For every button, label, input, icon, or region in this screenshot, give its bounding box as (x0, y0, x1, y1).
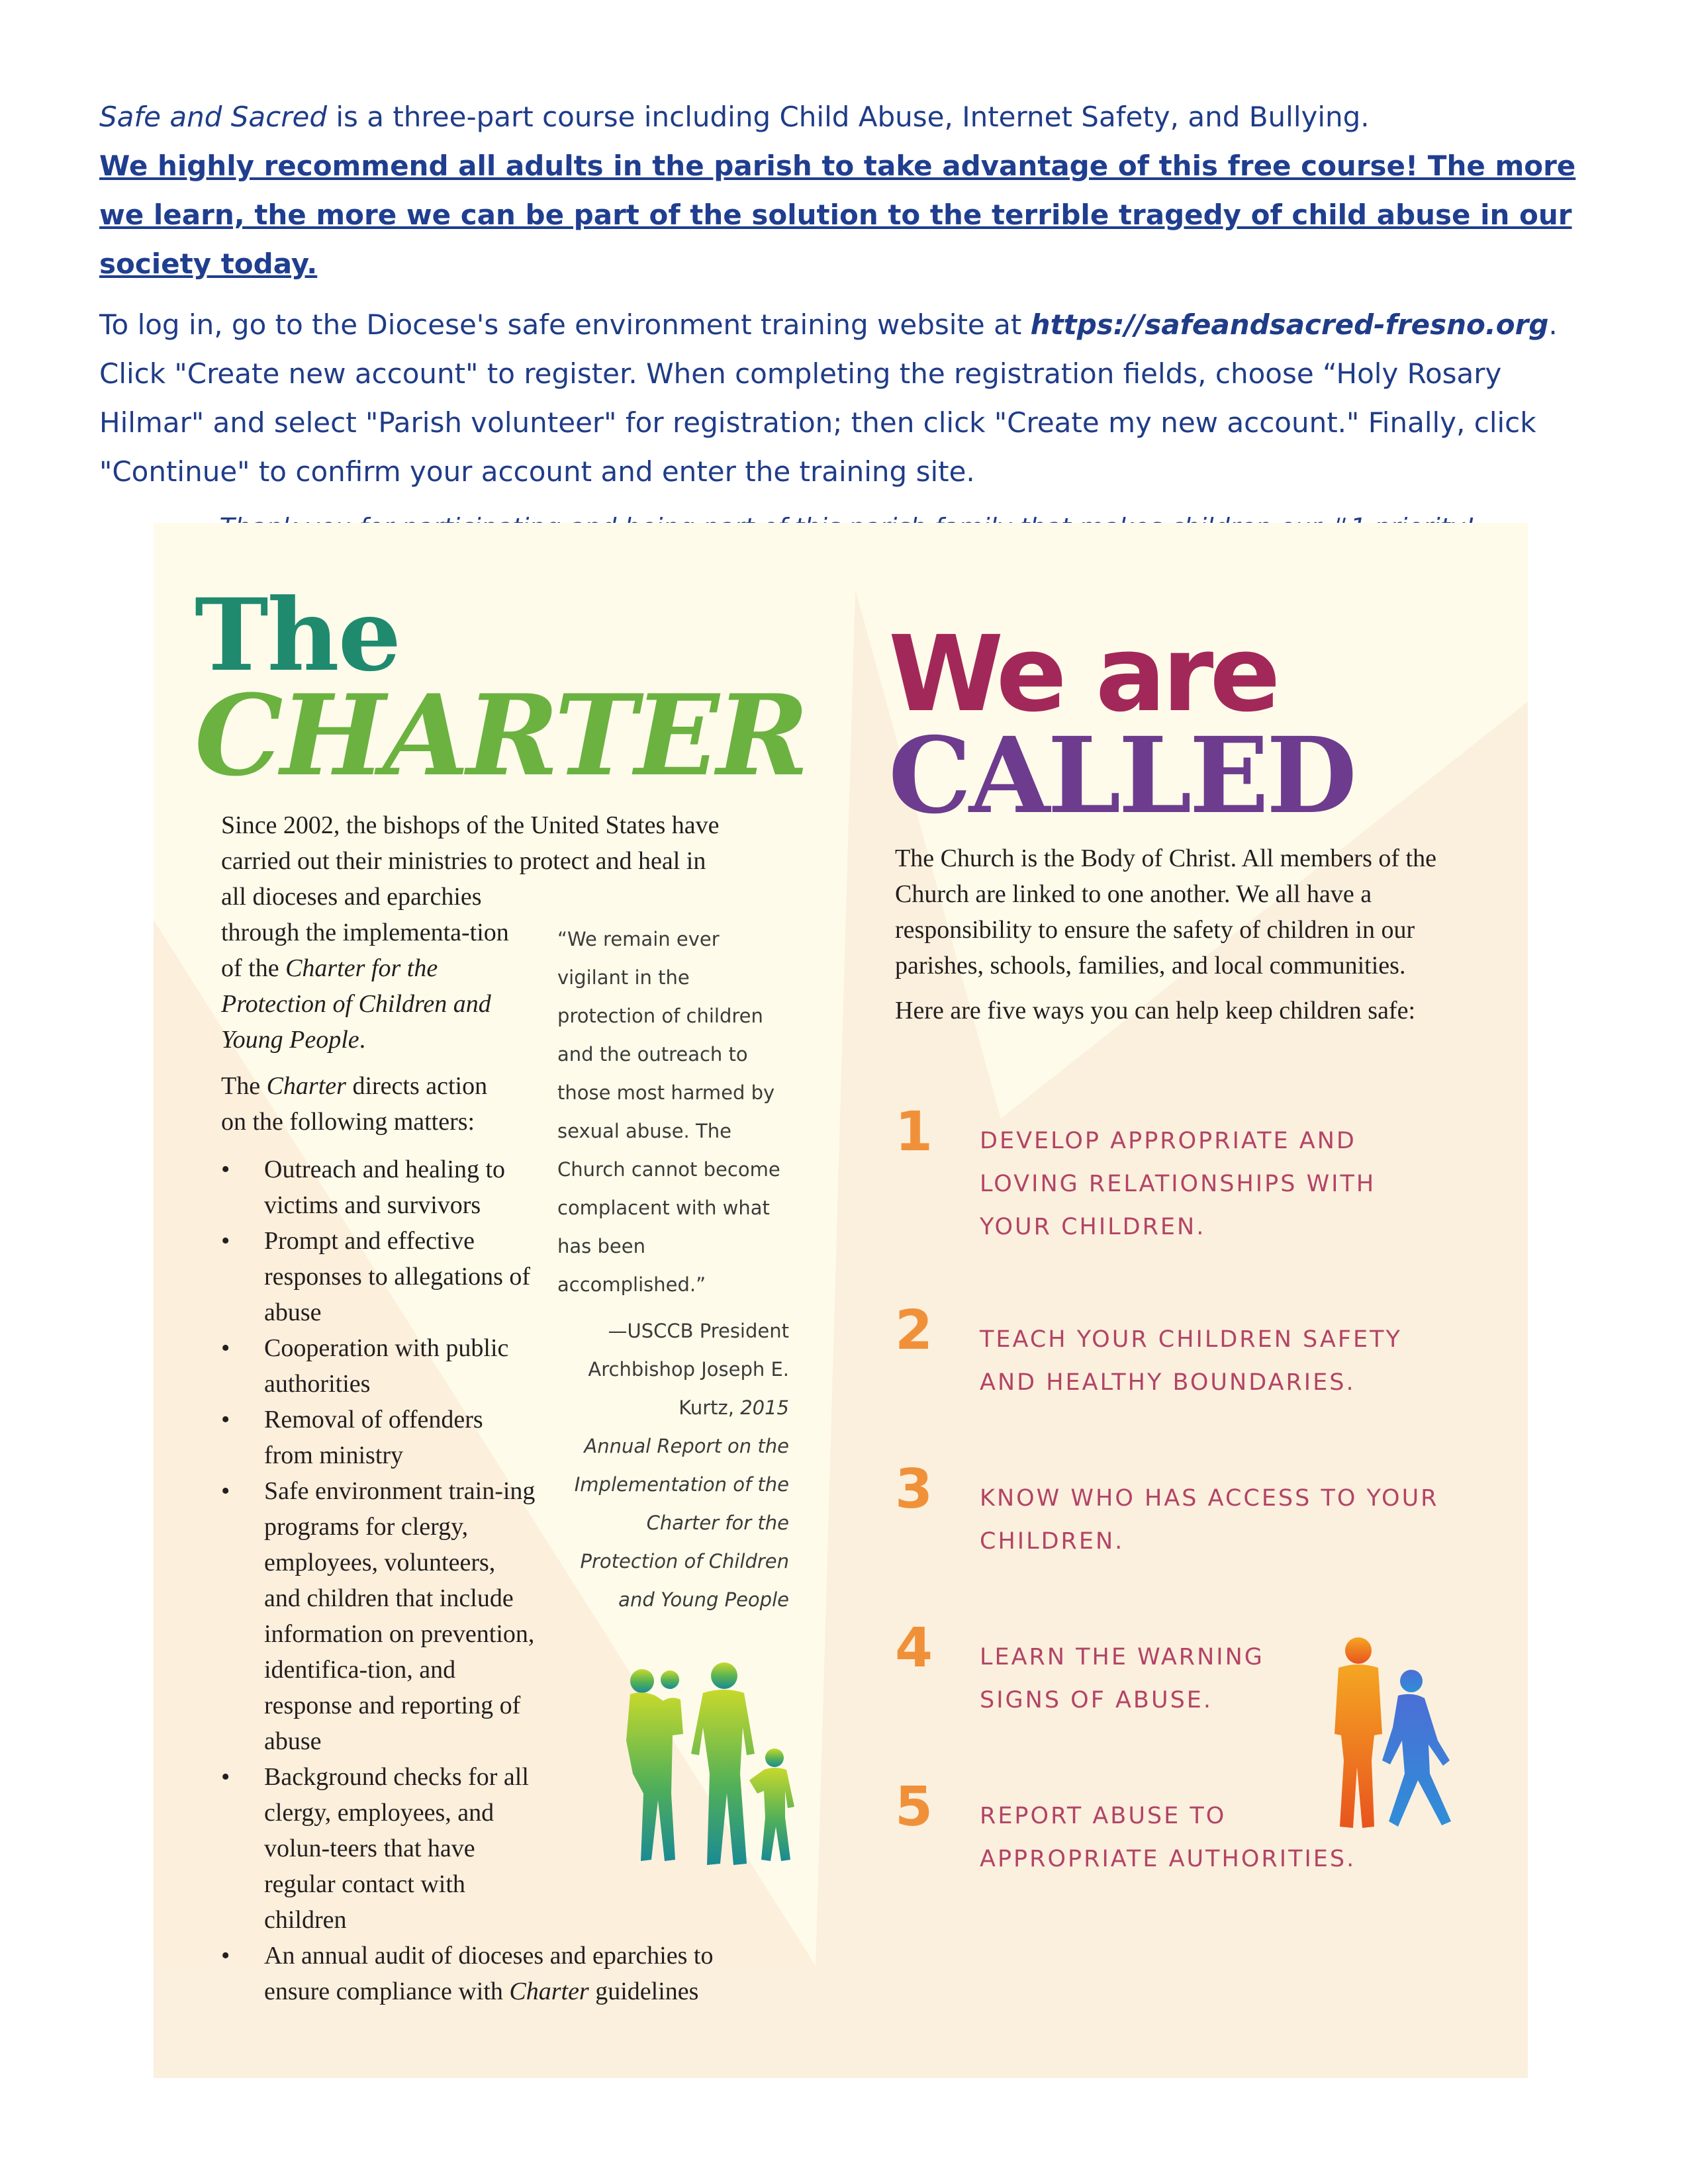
called-text (895, 841, 1464, 1038)
charter-full-title: Charter for the Protection of Children and Young People (221, 954, 491, 1054)
login-instructions (99, 300, 1595, 349)
directs-text-c: directs action on the following matters: (221, 1072, 488, 1136)
adult-child-walking-icon (1319, 1635, 1471, 1840)
charter-directs (221, 1068, 512, 1140)
period: . (359, 1026, 366, 1054)
way-number: 2 (895, 1299, 933, 1362)
implementation-text: all dioceses and eparchies through the implementa-tion of the (221, 883, 509, 982)
charter-implementation (221, 879, 512, 1058)
attribution-report: Annual Report on the Implementation of the Charter for the Protection of Children and Young People (574, 1435, 789, 1611)
quote-attribution (557, 1312, 789, 1619)
way-number: 5 (895, 1776, 933, 1839)
registration-instructions: Click "Create new account" to register. When completing the registration fields, choose “Holy Rosary Hilmar" and select "Parish volunteer" for registration; then click "Create my new account." Finally, click "Continue" to confirm your account and enter the training site. (99, 357, 1536, 488)
family-silhouette-icon (617, 1661, 809, 1873)
charter-narrow-text (221, 879, 512, 1150)
list-item: • Outreach and healing to victims and survivors (221, 1152, 536, 1223)
audit-text-c: guidelines (588, 1978, 699, 2005)
training-website-link[interactable]: https://safeandsacred-fresno.org (1030, 308, 1549, 341)
list-item: • Safe environment train-ing programs for clergy, employees, volunteers, and children that include information on prevention, identifica-tion, and response and reporting of abuse (221, 1473, 536, 1759)
way-number: 1 (895, 1101, 933, 1163)
way-text: KNOW WHO HAS ACCESS TO YOUR CHILDREN. (980, 1485, 1439, 1555)
directs-charter: Charter (266, 1072, 346, 1100)
charter-intro (221, 807, 764, 879)
way-text: TEACH YOUR CHILDREN SAFETY AND HEALTHY BOUNDARIES. (980, 1326, 1402, 1396)
heading-the: The (195, 577, 400, 694)
audit-charter: Charter (509, 1978, 589, 2005)
way-number: 4 (895, 1617, 933, 1680)
list-item: • Cooperation with public authorities (221, 1330, 536, 1402)
way-text: REPORT ABUSE TO APPROPRIATE AUTHORITIES. (980, 1803, 1356, 1872)
way-text: LEARN THE WARNING SIGNS OF ABUSE. (980, 1644, 1264, 1713)
list-item: • Removal of offenders from ministry (221, 1402, 536, 1473)
heading-charter: CHARTER (195, 670, 807, 801)
quote-text: “We remain ever vigilant in the protection of children and the outreach to those most harmed by sexual abuse. The Church cannot become complacent with what has been accomplished.” (557, 928, 780, 1296)
way-number: 3 (895, 1458, 933, 1521)
intro-section (99, 93, 1595, 552)
course-description-text: is a three-part course including Child Abuse, Internet Safety, and Bullying. (327, 101, 1370, 133)
charter-heading (195, 577, 807, 801)
way-text: DEVELOP APPROPRIATE AND LOVING RELATIONSHIPS WITH YOUR CHILDREN. (980, 1128, 1376, 1240)
attribution-name: —USCCB President Archbishop Joseph E. Kurtz, (588, 1320, 789, 1419)
attribution-year: 2015 (740, 1396, 789, 1419)
list-item (221, 1938, 774, 2009)
login-prefix: To log in, go to the Diocese's safe environment training website at (99, 308, 1031, 341)
called-heading (888, 614, 1354, 837)
recommendation-text: We highly recommend all adults in the parish to take advantage of this free course! The more we learn, the more we can be part of the solution to the terrible tragedy of child abuse in our society today. (99, 150, 1576, 280)
course-name: Safe and Sacred (99, 101, 327, 133)
heading-we-are: We are (888, 614, 1277, 735)
list-item: • Prompt and effective responses to allegations of abuse (221, 1223, 536, 1330)
heading-called: CALLED (888, 715, 1354, 837)
charter-intro-line: Since 2002, the bishops of the United States have carried out their ministries to protect and heal in (221, 811, 720, 875)
audit-text-a: An annual audit of dioceses and eparchies to ensure compliance with (264, 1942, 714, 2005)
charter-flyer (154, 523, 1528, 2078)
kurtz-quote (557, 920, 789, 1619)
list-item: • Background checks for all clergy, employees, and volun-teers that have regular contact with children (221, 1759, 536, 1938)
five-ways-intro: Here are five ways you can help keep children safe: (895, 997, 1416, 1024)
login-suffix: . (1548, 308, 1558, 341)
course-description (99, 93, 1595, 142)
body-of-christ-paragraph: The Church is the Body of Christ. All members of the Church are linked to one another. We all have a responsibility to ensure the safety of children in our parishes, schools, families, and local communities. (895, 844, 1436, 979)
directs-text-a: The (221, 1072, 267, 1100)
